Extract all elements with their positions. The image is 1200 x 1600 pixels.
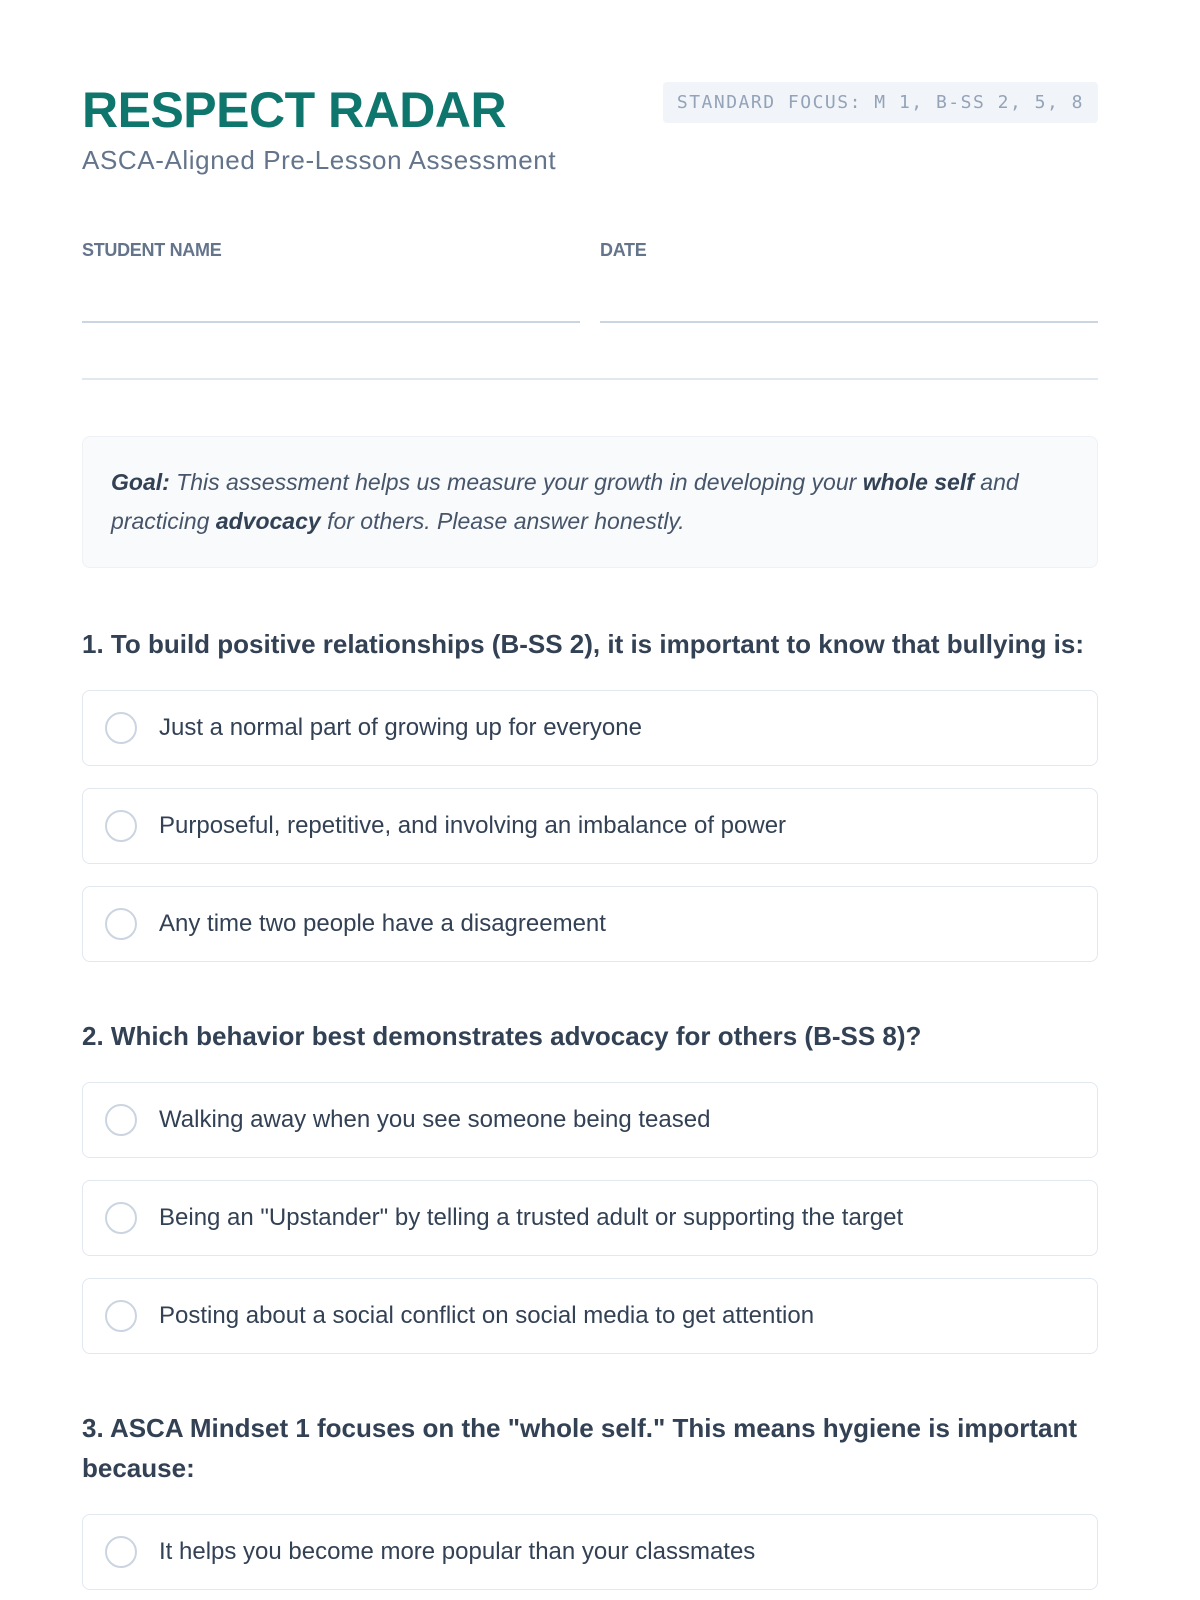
goal-emphasis-advocacy: advocacy xyxy=(215,508,321,534)
radio-button[interactable] xyxy=(105,1202,137,1234)
student-name-field[interactable] xyxy=(82,240,580,323)
option-label: Walking away when you see someone being teased xyxy=(159,1106,711,1133)
standard-focus-badge: STANDARD FOCUS: M 1, B-SS 2, 5, 8 xyxy=(663,82,1098,123)
goal-lead: Goal: xyxy=(111,469,170,495)
goal-emphasis-whole-self: whole self xyxy=(862,469,974,495)
option-q1-a[interactable] xyxy=(82,690,1098,766)
radio-button[interactable] xyxy=(105,1300,137,1332)
radio-button[interactable] xyxy=(105,1536,137,1568)
question-2-options xyxy=(82,1082,1098,1354)
date-label: DATE xyxy=(600,240,647,260)
question-2: 2. Which behavior best demonstrates advocacy for others (B-SS 8)? xyxy=(82,1021,922,1051)
radio-button[interactable] xyxy=(105,1104,137,1136)
question-3: 3. ASCA Mindset 1 focuses on the "whole self." This means hygiene is important because: xyxy=(82,1413,1078,1483)
page-subtitle: ASCA-Aligned Pre-Lesson Assessment xyxy=(82,145,557,175)
option-q3-a[interactable] xyxy=(82,1514,1098,1590)
question-1: 1. To build positive relationships (B-SS 2), it is important to know that bullying is: xyxy=(82,629,1085,659)
goal-text-3: for others. Please answer honestly. xyxy=(320,508,685,534)
page-title: RESPECT RADAR xyxy=(82,82,507,138)
radio-button[interactable] xyxy=(105,712,137,744)
student-info-fields xyxy=(82,200,1098,380)
student-name-line[interactable] xyxy=(82,321,580,323)
option-label: Just a normal part of growing up for everyone xyxy=(159,714,642,741)
student-name-label: STUDENT NAME xyxy=(82,240,222,260)
header xyxy=(82,0,1098,200)
option-label: Being an "Upstander" by telling a trusted adult or supporting the target xyxy=(159,1204,904,1231)
option-label: Posting about a social conflict on social media to get attention xyxy=(159,1302,815,1329)
option-q2-c[interactable] xyxy=(82,1278,1098,1354)
option-q2-b[interactable] xyxy=(82,1180,1098,1256)
option-q1-b[interactable] xyxy=(82,788,1098,864)
goal-text-2: and practicing xyxy=(111,469,1019,534)
date-line[interactable] xyxy=(600,321,1098,323)
question-3-options xyxy=(82,1514,1098,1590)
option-q1-c[interactable] xyxy=(82,886,1098,962)
date-field[interactable] xyxy=(600,240,1098,323)
radio-button[interactable] xyxy=(105,908,137,940)
option-label: It helps you become more popular than your classmates xyxy=(159,1538,756,1565)
option-label: Purposeful, repetitive, and involving an imbalance of power xyxy=(159,812,787,839)
radio-button[interactable] xyxy=(105,810,137,842)
option-q2-a[interactable] xyxy=(82,1082,1098,1158)
option-label: Any time two people have a disagreement xyxy=(159,910,606,937)
goal-text-1: This assessment helps us measure your growth in developing your xyxy=(169,469,863,495)
question-1-options xyxy=(82,690,1098,962)
goal-box xyxy=(82,436,1098,568)
